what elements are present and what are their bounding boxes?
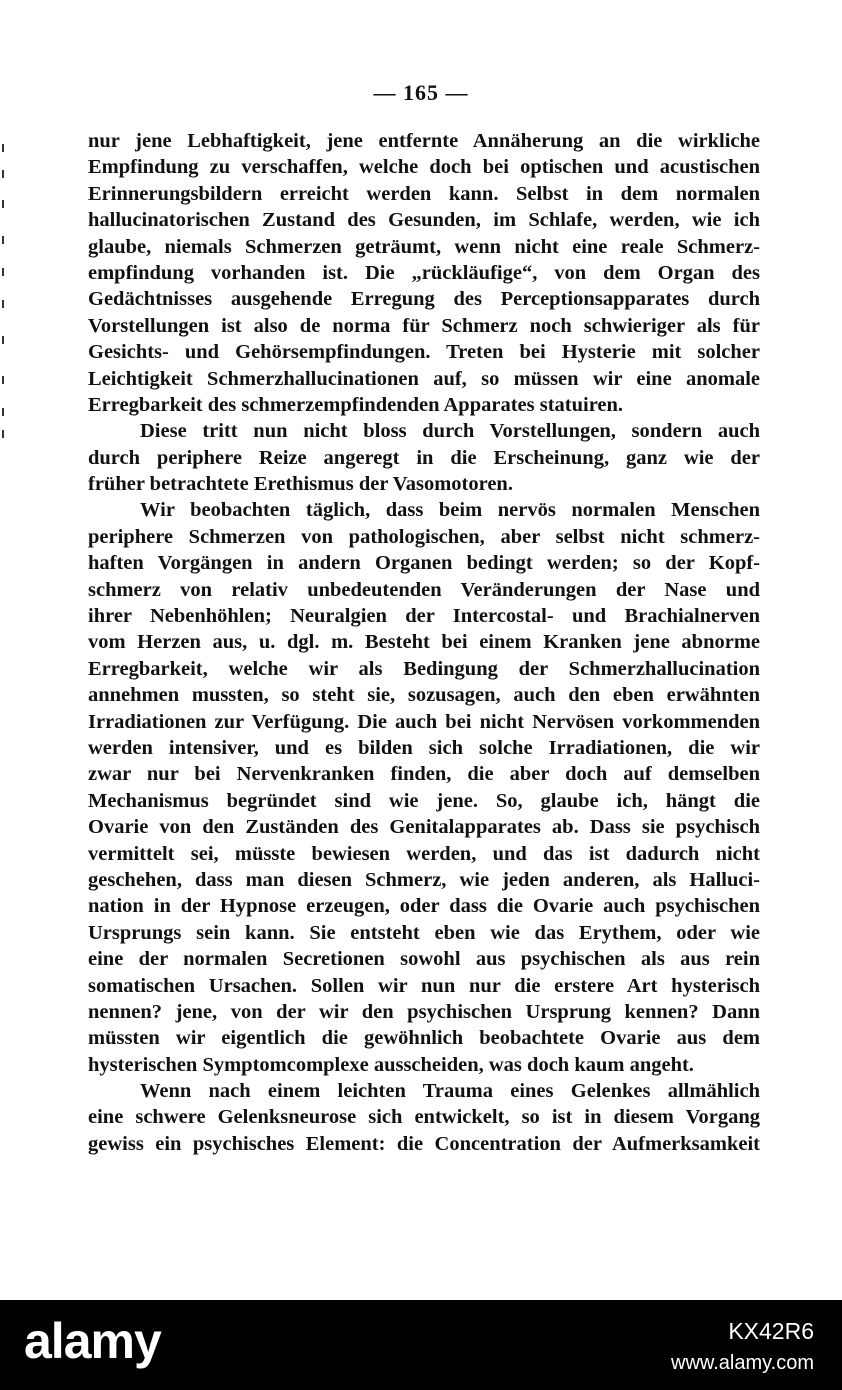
text-line: Gedächtnisses ausgehende Erregung des Perceptionsapparates durch (88, 288, 760, 311)
text-line: ihrer Nebenhöhlen; Neuralgien der Intercostal- und Brachialnerven (88, 605, 760, 628)
text-line: nennen? jene, von der wir den psychischen Ursprung kennen? Dann (88, 1000, 760, 1023)
text-line: Empfindung zu verschaffen, welche doch bei optischen und acustischen (88, 156, 760, 179)
text-line: empfindung vorhanden ist. Die „rückläufige“, von dem Organ des (88, 261, 760, 284)
text-line: eine schwere Gelenksneurose sich entwickelt, so ist in diesem Vorgang (88, 1106, 760, 1129)
text-line: schmerz von relativ unbedeutenden Veränderungen der Nase und (88, 578, 760, 601)
text-line: eine der normalen Secretionen sowohl aus psychischen als aus rein (88, 948, 760, 971)
alamy-logo: alamy (24, 1313, 161, 1369)
text-line: müssten wir eigentlich die gewöhnlich beobachtete Ovarie aus dem (88, 1027, 760, 1050)
text-line: geschehen, dass man diesen Schmerz, wie jeden anderen, als Halluci- (88, 868, 760, 891)
footer-url: www.alamy.com (671, 1352, 814, 1374)
text-line: gewiss ein psychisches Element: die Concentration der Aufmerksamkeit (88, 1132, 760, 1155)
text-line: Ursprungs sein kann. Sie entsteht eben wie das Erythem, oder wie (88, 921, 760, 944)
text-line: Erregbarkeit des schmerzempfindenden Apparates statuiren. (88, 393, 624, 416)
image-id: KX42R6 (728, 1318, 814, 1344)
watermark-footer (0, 1300, 842, 1390)
text-line: Erinnerungsbildern erreicht werden kann. Selbst in dem normalen (88, 182, 760, 205)
text-line: periphere Schmerzen von pathologischen, aber selbst nicht schmerz- (88, 525, 760, 548)
text-line: glaube, niemals Schmerzen geträumt, wenn nicht eine reale Schmerz- (88, 235, 760, 258)
text-line: werden intensiver, und es bilden sich solche Irradiationen, die wir (88, 736, 760, 759)
text-line: vom Herzen aus, u. dgl. m. Besteht bei einem Kranken jene abnorme (88, 631, 760, 654)
text-line: früher betrachtete Erethismus der Vasomotoren. (88, 473, 513, 496)
text-line: durch periphere Reize angeregt in die Erscheinung, ganz wie der (88, 446, 760, 469)
text-line: nur jene Lebhaftigkeit, jene entfernte Annäherung an die wirkliche (88, 130, 760, 152)
text-line: zwar nur bei Nervenkranken finden, die aber doch auf demselben (88, 763, 760, 786)
text-line: Irradiationen zur Verfügung. Die auch bei nicht Nervösen vorkommenden (88, 710, 760, 733)
text-line: Ovarie von den Zuständen des Genitalapparates ab. Dass sie psychisch (88, 816, 760, 839)
text-line: somatischen Ursachen. Sollen wir nun nur die erstere Art hysterisch (88, 974, 760, 997)
text-line: nation in der Hypnose erzeugen, oder dass die Ovarie auch psychischen (88, 895, 760, 918)
text-line: Wenn nach einem leichten Trauma eines Gelenkes allmählich (140, 1080, 760, 1103)
text-line: vermittelt sei, müsste bewiesen werden, und das ist dadurch nicht (88, 842, 760, 865)
text-line: haften Vorgängen in andern Organen bedingt werden; so der Kopf- (88, 552, 760, 575)
text-line: annehmen mussten, so steht sie, sozusagen, auch den eben erwähnten (88, 684, 760, 707)
text-line: Vorstellungen ist also de norma für Schmerz noch schwieriger als für (88, 314, 760, 337)
text-line: Erregbarkeit, welche wir als Bedingung der Schmerzhallucination (88, 657, 760, 680)
text-line: hallucinatorischen Zustand des Gesunden, im Schlafe, werden, wie ich (88, 209, 760, 232)
text-line: Gesichts- und Gehörsempfindungen. Treten bei Hysterie mit solcher (88, 341, 760, 364)
text-line: Wir beobachten täglich, dass beim nervös normalen Menschen (140, 499, 760, 522)
page-number: — 165 — (373, 80, 469, 105)
text-line: Mechanismus begründet sind wie jene. So, glaube ich, hängt die (88, 789, 760, 812)
margin-marks (2, 140, 8, 440)
body-text (88, 128, 760, 1157)
text-line: hysterischen Symptomcomplexe ausscheiden, was doch kaum angeht. (88, 1053, 694, 1076)
text-line: Leichtigkeit Schmerzhallucinationen auf, so müssen wir eine anomale (88, 367, 760, 390)
text-line: Diese tritt nun nicht bloss durch Vorstellungen, sondern auch (140, 420, 760, 443)
